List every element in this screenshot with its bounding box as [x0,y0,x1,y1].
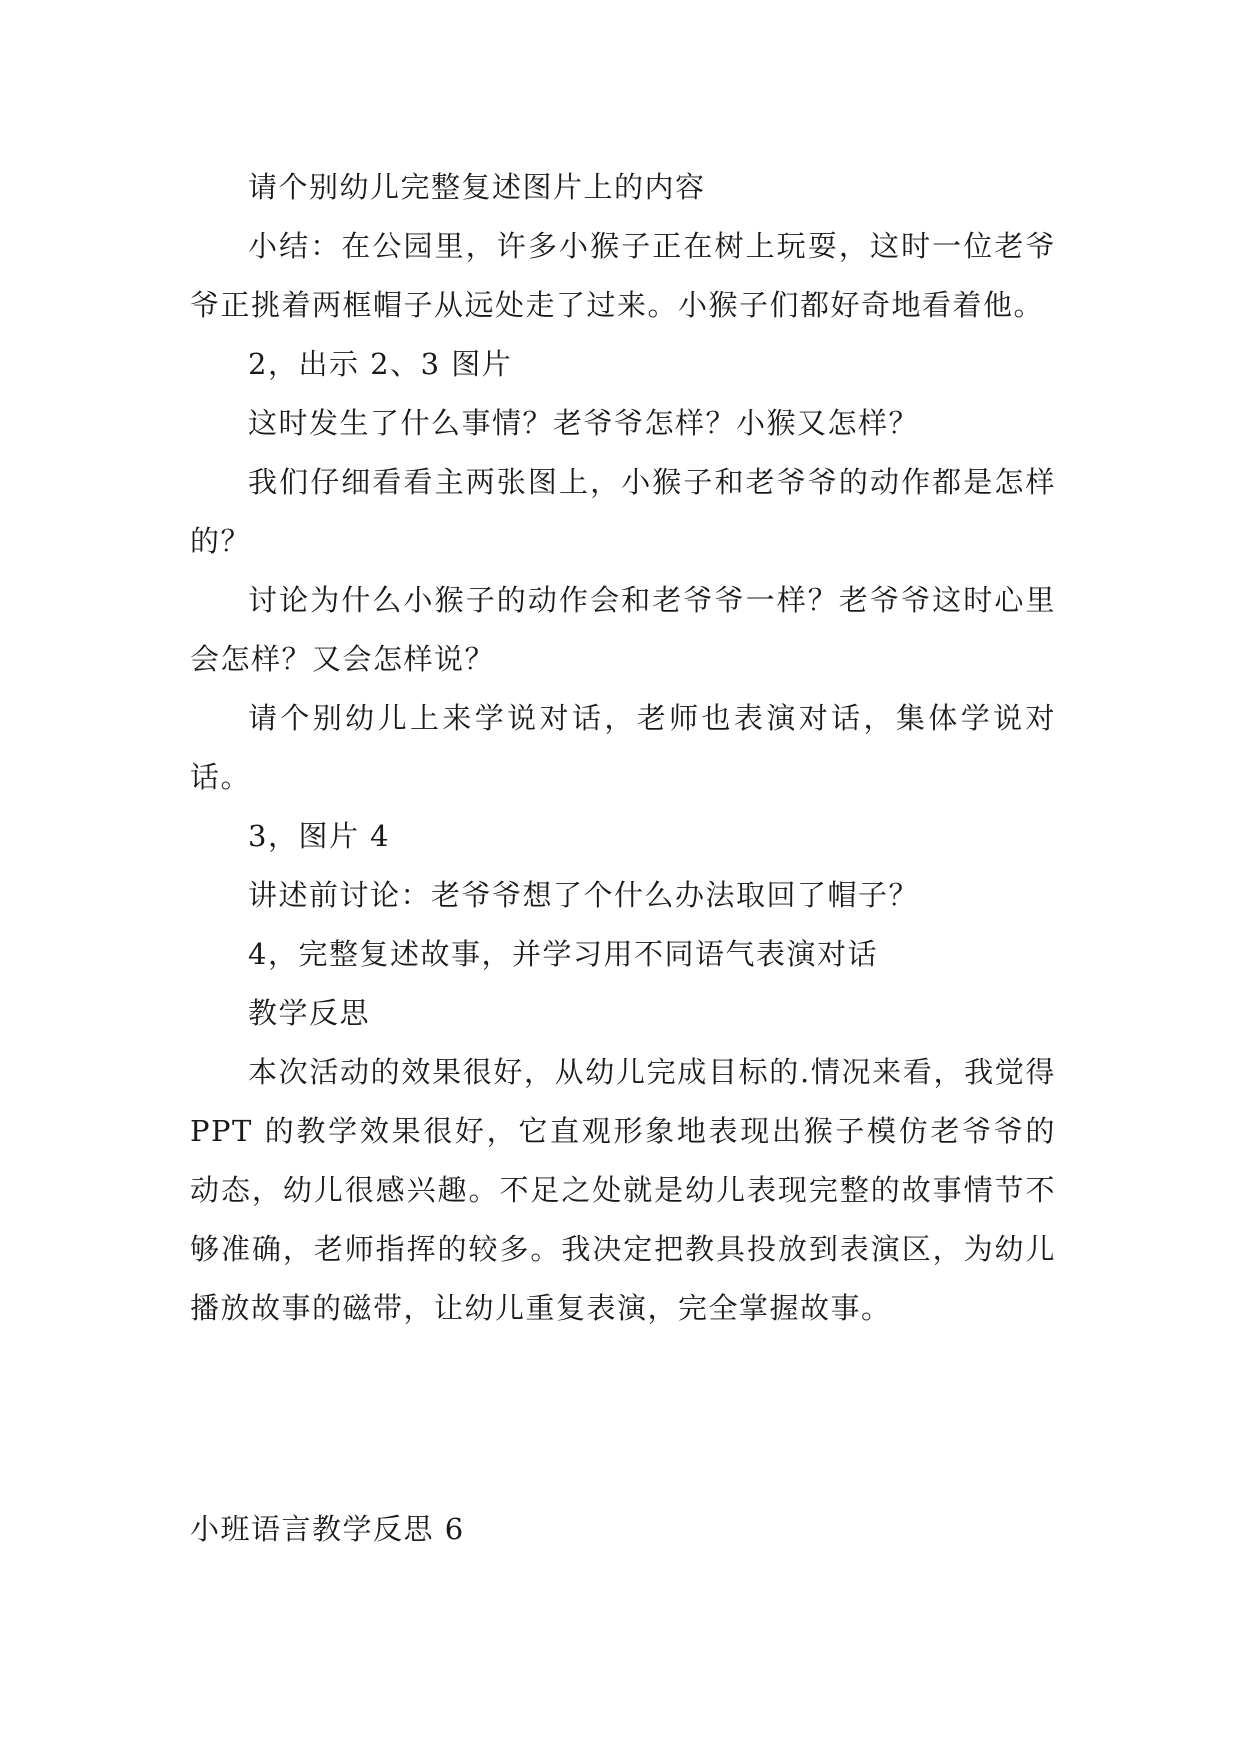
section-heading: 小班语言教学反思 6 [190,1512,465,1546]
paragraph: 3，图片 4 [248,819,391,853]
paragraph: 请个别幼儿完整复述图片上的内容 [248,170,706,204]
paragraph: 我们仔细看看主两张图上，小猴子和老爷爷的动作都是怎样的？ [190,465,1056,558]
paragraph: 2，出示 2、3 图片 [248,347,513,381]
paragraph: 讲述前讨论：老爷爷想了个什么办法取回了帽子？ [248,878,920,912]
paragraph: 讨论为什么小猴子的动作会和老爷爷一样？老爷爷这时心里会怎样？又会怎样说？ [190,583,1056,676]
paragraph: 教学反思 [248,996,371,1030]
paragraph: 4，完整复述故事，并学习用不同语气表演对话 [248,937,878,971]
paragraph: 这时发生了什么事情？老爷爷怎样？小猴又怎样？ [248,406,920,440]
paragraph: 本次活动的效果很好，从幼儿完成目标的.情况来看，我觉得 PPT 的教学效果很好，它直观形象地表现出猴子模仿老爷爷的动态，幼儿很感兴趣。不足之处就是幼儿表现完整的故事情节不够准确，老师指挥的较多。我决定把教具投放到表演区，为幼儿播放故事的磁带，让幼儿重复表演，完全掌握故事。 [190,1055,1056,1325]
paragraph: 小结：在公园里，许多小猴子正在树上玩耍，这时一位老爷爷正挑着两框帽子从远处走了过来。小猴子们都好奇地看着他。 [190,229,1056,322]
document-body [190,158,1056,1338]
paragraph: 请个别幼儿上来学说对话，老师也表演对话，集体学说对话。 [190,701,1056,794]
